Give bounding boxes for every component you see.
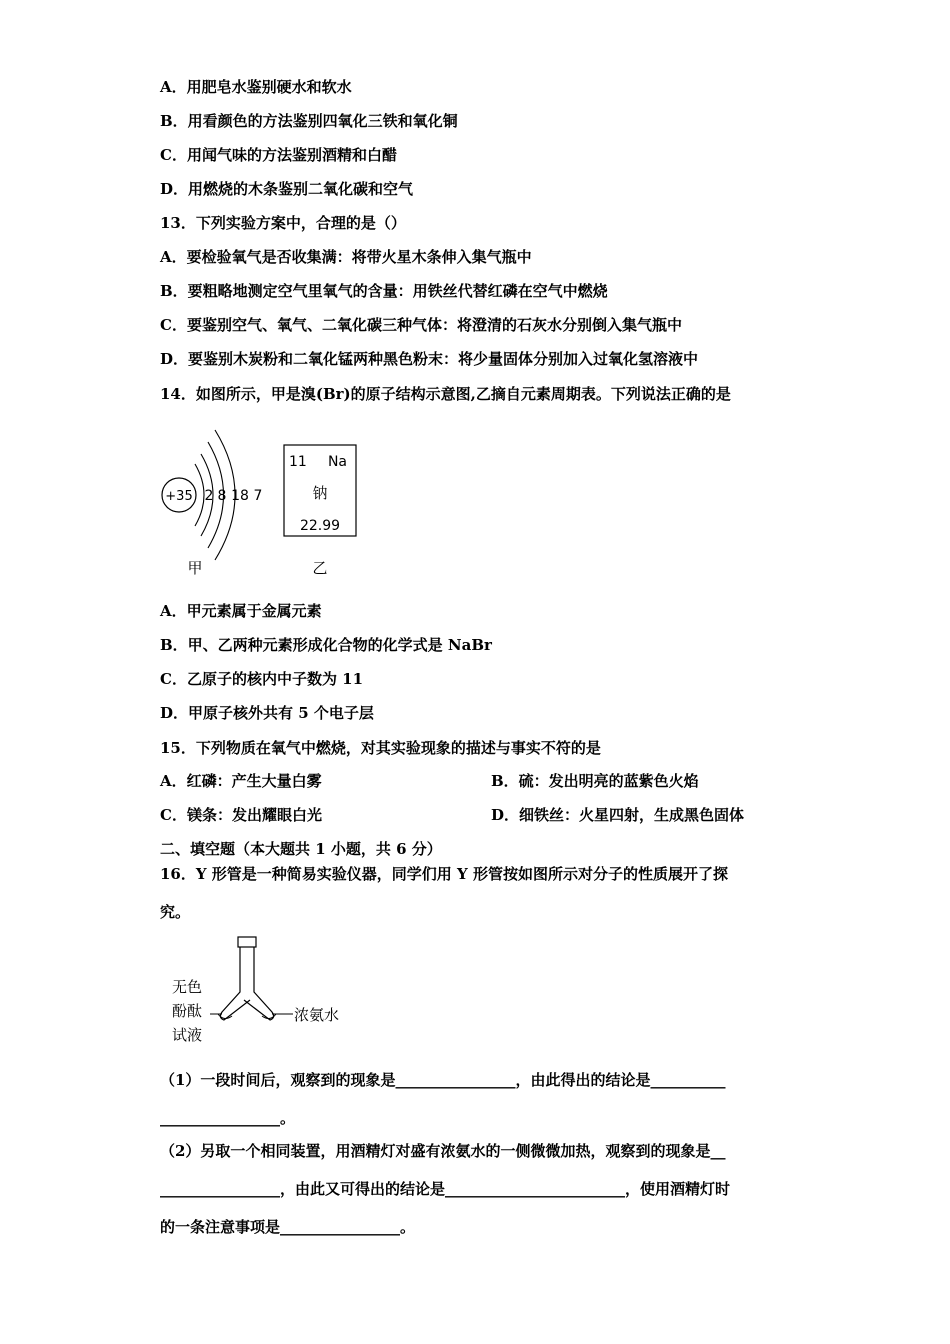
- shell-count-1: 2: [204, 488, 214, 504]
- y-tube-right: [244, 947, 274, 1020]
- element-mass: 22.99: [299, 518, 341, 534]
- q13-option-d: D．要鉴别木炭粉和二氧化锰两种黑色粉末：将少量固体分别加入过氧化氢溶液中: [160, 350, 699, 368]
- q16-stem-line1: 16．Y 形管是一种简易实验仪器，同学们用 Y 形管按如图所示对分子的性质展开了探: [160, 865, 728, 883]
- q12-option-a: A．用肥皂水鉴别硬水和软水: [160, 78, 352, 96]
- shell-count-3: 18: [231, 488, 249, 504]
- q16-part1-line2: ________________。: [160, 1109, 296, 1127]
- q14-option-a: A．甲元素属于金属元素: [160, 602, 322, 620]
- shell-count-2: 8: [217, 488, 227, 504]
- q13-option-b: B．要粗略地测定空气里氧气的含量：用铁丝代替红磷在空气中燃烧: [160, 282, 608, 300]
- right-label: 浓氨水: [294, 1006, 340, 1024]
- q16-part2-line3: 的一条注意事项是________________。: [160, 1218, 416, 1236]
- label-jia: 甲: [187, 559, 203, 577]
- left-label-3: 试液: [172, 1026, 203, 1044]
- q15-option-c: C．镁条：发出耀眼白光: [160, 806, 322, 824]
- left-label-1: 无色: [172, 978, 203, 996]
- element-name: 钠: [312, 484, 328, 502]
- nucleus-charge: +35: [165, 489, 193, 504]
- q16-part2-line1: （2）另取一个相同装置，用酒精灯对盛有浓氨水的一侧微微加热，观察到的现象是__: [160, 1142, 726, 1160]
- q15-option-a: A．红磷：产生大量白雾: [160, 772, 322, 790]
- q14-option-b: B．甲、乙两种元素形成化合物的化学式是 NaBr: [160, 636, 492, 654]
- element-symbol: Na: [327, 454, 347, 470]
- atom-and-periodic-figure: [155, 418, 370, 583]
- q14-stem: 14．如图所示，甲是溴(Br)的原子结构示意图,乙摘自元素周期表。下列说法正确的是: [160, 385, 731, 403]
- shell-count-4: 7: [253, 488, 263, 504]
- q15-option-d: D．细铁丝：火星四射，生成黑色固体: [491, 806, 745, 824]
- label-yi: 乙: [312, 559, 328, 577]
- q16-part2-line2: ________________，由此又可得出的结论是________________________，使用酒精灯时: [160, 1180, 731, 1198]
- element-number: 11: [289, 454, 307, 470]
- q13-option-c: C．要鉴别空气、氧气、二氧化碳三种气体：将澄清的石灰水分别倒入集气瓶中: [160, 316, 682, 334]
- stopper: [238, 937, 256, 947]
- q12-option-c: C．用闻气味的方法鉴别酒精和白醋: [160, 146, 397, 164]
- q15-stem: 15．下列物质在氧气中燃烧，对其实验现象的描述与事实不符的是: [160, 739, 601, 757]
- section-2-heading: 二、填空题（本大题共 1 小题，共 6 分）: [160, 840, 442, 858]
- q15-option-b: B．硫：发出明亮的蓝紫色火焰: [491, 772, 699, 790]
- y-tube-figure: [160, 930, 360, 1050]
- q13-option-a: A．要检验氧气是否收集满：将带火星木条伸入集气瓶中: [160, 248, 532, 266]
- q16-stem-line2: 究。: [160, 903, 191, 921]
- q12-option-b: B．用看颜色的方法鉴别四氧化三铁和氧化铜: [160, 112, 458, 130]
- left-label-2: 酚酞: [172, 1002, 203, 1020]
- q14-option-c: C．乙原子的核内中子数为 11: [160, 670, 364, 688]
- q14-option-d: D．甲原子核外共有 5 个电子层: [160, 704, 374, 722]
- q13-stem: 13．下列实验方案中，合理的是（）: [160, 214, 406, 232]
- q16-part1-line1: （1）一段时间后，观察到的现象是________________，由此得出的结论是__________: [160, 1071, 726, 1089]
- q12-option-d: D．用燃烧的木条鉴别二氧化碳和空气: [160, 180, 414, 198]
- y-tube-left: [220, 947, 250, 1020]
